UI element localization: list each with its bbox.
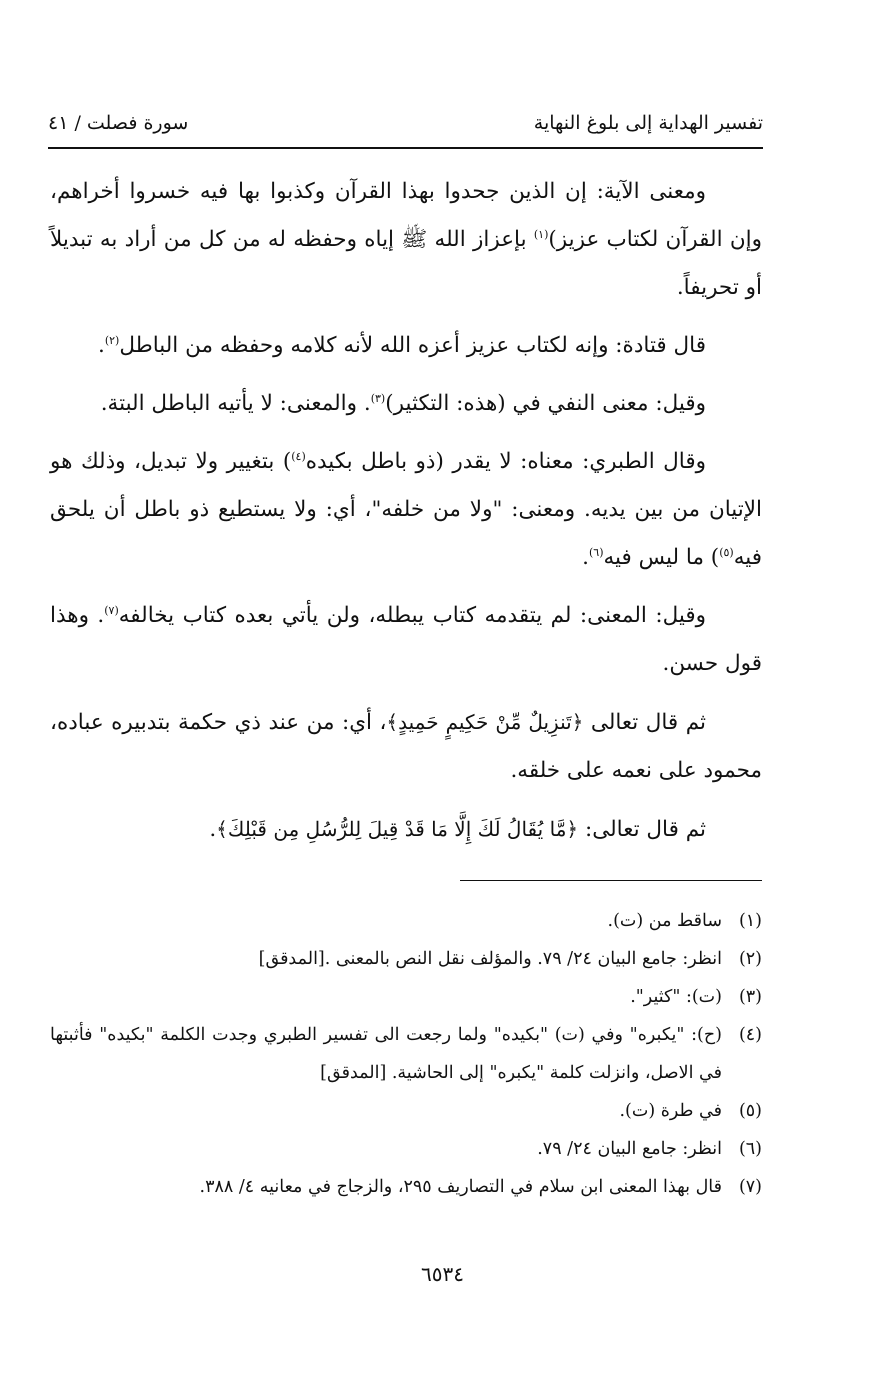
footnote [50, 940, 762, 978]
surah-label: سورة فصلت / ٤١ [48, 112, 189, 134]
footnote-ref: (٧) [104, 603, 119, 617]
footnote-number: (٤) [738, 1025, 762, 1045]
footnote-number: (٦) [738, 1139, 762, 1159]
footnote-number: (٧) [738, 1177, 762, 1197]
footnote-text: (ت): "كثير". [630, 987, 722, 1007]
footnote-ref: (٤) [291, 449, 306, 463]
footnote-number: (٣) [738, 987, 762, 1007]
footnote [50, 1168, 762, 1206]
main-text [50, 168, 762, 864]
paragraph: وقيل: معنى النفي في (هذه: التكثير)$^{(٣)}$. والمعنى: لا يأتيه الباطل البتة. [100, 391, 706, 416]
footnote-ref: (١) [533, 227, 549, 241]
footnote-text: قال بهذا المعنى ابن سلام في التصاريف ٢٩٥، والزجاج في معانيه ٤/ ٣٨٨. [199, 1177, 722, 1197]
footnote-text: انظر: جامع البيان ٢٤/ ٧٩. والمؤلف نقل النص بالمعنى .[المدقق] [258, 949, 722, 969]
footnote [50, 1130, 762, 1168]
footnote-separator [460, 880, 762, 881]
footnote-number: (٢) [738, 949, 762, 969]
page-number: ٦٥٣٤ [421, 1262, 464, 1286]
quran-verse: ﴿مَّا يُقَالُ لَكَ إِلَّا مَا قَدْ قِيلَ لِلرُّسُلِ مِن قَبْلِكَ﴾ [216, 817, 579, 841]
footnote-text: في طرة (ت). [619, 1101, 722, 1121]
footnote [50, 1016, 762, 1092]
footnote-number: (١) [738, 911, 762, 931]
footnote-text: (ح): "يكبره" وفي (ت) "بكيده" ولما رجعت الى تفسير الطبري وجدت الكلمة "بكيده" فأثبتها في الاصل، وانزلت كلمة "يكبره" إلى الحاشية. [المدقق] [50, 1025, 722, 1083]
footnote-ref: (٦) [588, 545, 604, 559]
footnote-ref: (٥) [719, 545, 734, 559]
paragraph: وقيل: المعنى: لم يتقدمه كتاب يبطله، ولن يأتي بعده كتاب يخالفه$^{(٧)}$. وهذا قول حسن. [50, 603, 762, 676]
paragraph: ثم قال تعالى: ﴿مَّا يُقَالُ لَكَ إِلَّا مَا قَدْ قِيلَ لِلرُّسُلِ مِن قَبْلِكَ﴾. [209, 817, 706, 842]
footnote-text: انظر: جامع البيان ٢٤/ ٧٩. [537, 1139, 722, 1159]
header-rule [48, 147, 763, 149]
quran-verse: ﴿تَنزِيلٌ مِّنْ حَكِيمٍ حَمِيدٍ﴾ [386, 710, 584, 734]
paragraph: وقال الطبري: معناه: لا يقدر (ذو باطل بكيده$^{(٤)}$) بتغيير ولا تبديل، وذلك هو الإتيان من بين يديه. ومعنى: "ولا من خلفه"، أي: ولا يستطيع ذو باطل أن يلحق فيه$^{(٥)}$) ما ليس فيه$^{(٦)}$. [50, 449, 762, 570]
paragraph: ومعنى الآية: إن الذين جحدوا بهذا القرآن وكذبوا بها فيه خسروا أخراهم، وإن القرآن لكتاب عزيز)$^{(١)}$ بإعزاز الله ﷺ إياه وحفظه له من كل من أراد به تبديلاً أو تحريفاً. [50, 179, 762, 300]
footnote-number: (٥) [738, 1101, 762, 1121]
footnote [50, 978, 762, 1016]
book-title: تفسير الهداية إلى بلوغ النهاية [533, 112, 763, 134]
footnotes [50, 902, 762, 1206]
footnote [50, 1092, 762, 1130]
footnote [50, 902, 762, 940]
footnote-ref: (٣) [370, 391, 386, 405]
running-header [48, 112, 763, 142]
footnote-ref: (٢) [104, 333, 120, 347]
paragraph: ثم قال تعالى ﴿تَنزِيلٌ مِّنْ حَكِيمٍ حَمِيدٍ﴾، أي: من عند ذي حكمة بتدبيره عباده، محمود على نعمه على خلقه. [50, 710, 762, 783]
paragraph: قال قتادة: وإنه لكتاب عزيز أعزه الله لأنه كلامه وحفظه من الباطل$^{(٢)}$. [97, 333, 706, 358]
footnote-text: ساقط من (ت). [607, 911, 722, 931]
